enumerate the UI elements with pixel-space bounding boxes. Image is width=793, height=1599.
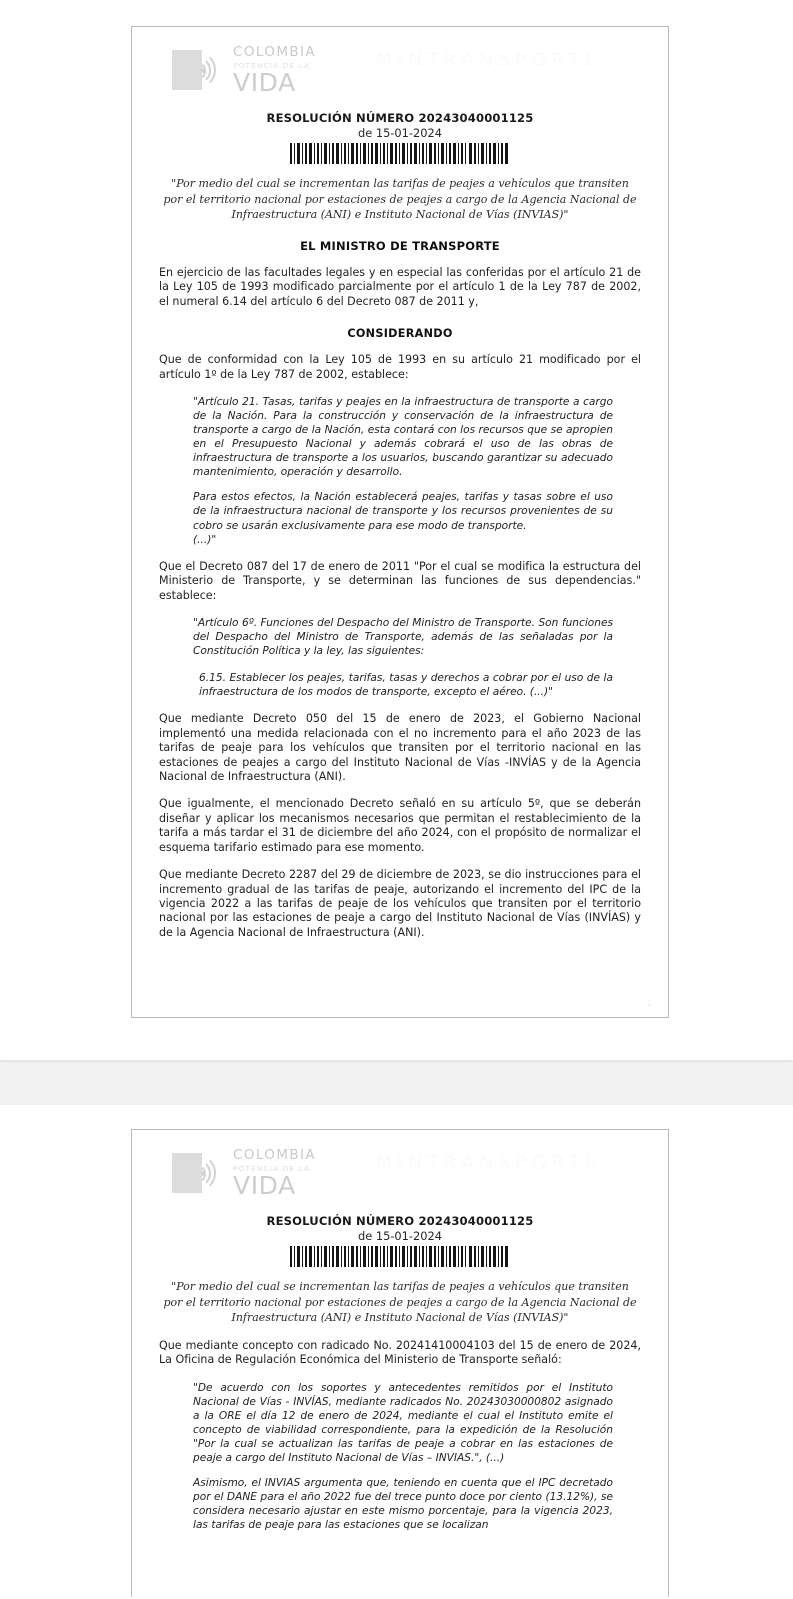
quote-numeral-6-15: 6.15. Establecer los peajes, tarifas, tasas y derechos a cobrar por el uso de la infraestructura de los modos de transporte, excepto el aéreo. (...)" bbox=[199, 672, 613, 699]
letterhead-watermark: MINTRANSPORTE bbox=[375, 49, 602, 71]
paragraph-decreto-2287: Que mediante Decreto 2287 del 29 de diciembre de 2023, se dio instrucciones para el incremento gradual de las tarifas de peaje, autorizando el incremento del IPC de la vigencia 2022 a las tarifas de peaje de los vehículos que transiten por el territorio nacional por las estaciones de peaje a cargo del Instituto Nacional de Vías (INVÍAS) y de la Agencia Nacional de Infraestructura (ANI). bbox=[159, 868, 641, 939]
page-sheet-2 bbox=[0, 1105, 793, 1599]
page-1-body bbox=[146, 266, 654, 940]
epigraph-2: "Por medio del cual se incrementan las tarifas de peajes a vehículos que transiten por el territorio nacional por estaciones de peajes a cargo de la Agencia Nacional de Infraestructura (ANI) e Instituto Nacional de Vías (INVIAS)" bbox=[163, 1280, 637, 1325]
quote-articulo-21-part1: "Artículo 21. Tasas, tarifas y peajes en la infraestructura de transporte a cargo de la Nación. Para la construcción y conservación de la infraestructura de transporte a cargo de la Nación, esta contará con los recursos que se apropien en el Presupuesto Nacional y además cobrará el uso de las obras de infraestructura de transporte a los usuarios, buscando garantizar su adecuado mantenimiento, operación y desarrollo. bbox=[193, 395, 613, 479]
title-block-2 bbox=[146, 1214, 654, 1267]
barcode-image bbox=[289, 143, 511, 164]
paragraph-decreto-087: Que el Decreto 087 del 17 de enero de 2011 "Por el cual se modifica la estructura del Ministerio de Transporte, y se determinan las funciones de sus dependencias." establece: bbox=[159, 559, 641, 602]
page-2-body bbox=[146, 1339, 654, 1533]
barcode-image bbox=[289, 1246, 511, 1267]
paragraph-decreto-050: Que mediante Decreto 050 del 15 de enero de 2023, el Gobierno Nacional implementó una medida relacionada con el no incremento para el año 2023 de las tarifas de peaje para los vehículos que transiten por el territorio nacional en las estaciones de peajes a cargo del Instituto Nacional de Vías -INVÍAS y de la Agencia Nacional de Infraestructura (ANI). bbox=[159, 712, 641, 784]
letterhead-watermark: MINTRANSPORTE bbox=[375, 1152, 602, 1174]
paragraph-concepto-radicado: Que mediante concepto con radicado No. 20241410004103 del 15 de enero de 2024, La Oficina de Regulación Económica del Ministerio de Transporte señaló: bbox=[159, 1338, 641, 1367]
preamble-paragraph: En ejercicio de las facultades legales y en especial las conferidas por el artículo 21 de la Ley 105 de 1993 modificado parcialmente por el artículo 1 de la Ley 787 de 2002, el numeral 6.14 del artículo 6 del Decreto 087 de 2011 y, bbox=[159, 265, 641, 308]
paragraph-ley-105: Que de conformidad con la Ley 105 de 1993 en su artículo 21 modificado por el artículo 1º de la Ley 787 de 2002, establece: bbox=[159, 353, 641, 381]
logo-text-vida: VIDA bbox=[233, 67, 296, 97]
letterhead-2 bbox=[146, 1130, 654, 1202]
epigraph-1: "Por medio del cual se incrementan las tarifas de peajes a vehículos que transiten por el territorio nacional por estaciones de peajes a cargo de la Agencia Nacional de Infraestructura (ANI) e Instituto Nacional de Vías (INVIAS)" bbox=[163, 177, 637, 222]
letterhead-1 bbox=[146, 27, 654, 99]
paragraph-articulo-5: Que igualmente, el mencionado Decreto señaló en su artículo 5º, que se deberán diseñar y aplicar los mecanismos necesarios que permitan el restablecimiento de la tarifa a más tardar el 31 de diciembre del año 2024, con el propósito de normalizar el esquema tarifario estimado para ese momento. bbox=[159, 797, 641, 854]
quote-articulo-6-part1: "Artículo 6º. Funciones del Despacho del Ministro de Transporte. Son funciones del Despacho del Ministro de Transporte, además de las señaladas por la Constitución Política y la ley, las siguientes: bbox=[193, 616, 613, 658]
resolution-number: RESOLUCIÓN NÚMERO 20243040001125 bbox=[266, 111, 534, 125]
colombia-emblem-icon bbox=[172, 1150, 224, 1196]
logo-text-colombia: COLOMBIA bbox=[233, 44, 317, 60]
resolution-date: de 15-01-2024 bbox=[357, 126, 443, 140]
colombia-emblem-icon bbox=[172, 47, 224, 93]
logo-text-vida: VIDA bbox=[233, 1170, 296, 1200]
logo-text-potencia: POTENCIA DE LA bbox=[233, 60, 311, 70]
resolution-number: RESOLUCIÓN NÚMERO 20243040001125 bbox=[266, 1214, 534, 1228]
page-number-1: 1 bbox=[646, 999, 652, 1009]
quote-ore-part2: Asimismo, el INVIAS argumenta que, teniendo en cuenta que el IPC decretado por el DANE para el año 2022 fue del trece punto doce por ciento (13.12%), se considera necesario ajustar en este mismo porcentaje, para la vigencia 2023, las tarifas de peaje para las estaciones que se localizan bbox=[193, 1477, 613, 1532]
quote-articulo-21-part2: Para estos efectos, la Nación establecerá peajes, tarifas y tasas sobre el uso de la infraestructura nacional de transporte y los recursos provenientes de su cobro se usarán exclusivamente para ese modo de transporte. bbox=[193, 491, 613, 532]
logo-text-potencia: POTENCIA DE LA bbox=[233, 1163, 311, 1173]
title-block-1 bbox=[146, 111, 654, 164]
scanned-page-2 bbox=[131, 1129, 669, 1597]
resolution-date: de 15-01-2024 bbox=[357, 1229, 443, 1243]
logo-text-colombia: COLOMBIA bbox=[233, 1147, 317, 1163]
issuer-title: EL MINISTRO DE TRANSPORTE bbox=[300, 238, 500, 253]
quote-ore-part1: "De acuerdo con los soportes y antecedentes remitidos por el Instituto Nacional de Vías - INVÍAS, mediante radicados No. 20243030000802 asignado a la ORE el día 12 de enero de 2024, mediante el cual el Instituto emite el concepto de viabilidad correspondiente, para la expedición de la Resolución "Por la cual se actualizan las tarifas de peaje a cobrar en las estaciones de peaje a cargo del Instituto Nacional de Vías – INVIAS.", (...) bbox=[193, 1381, 613, 1465]
scanned-page-1 bbox=[131, 26, 669, 1018]
considerando-heading: CONSIDERANDO bbox=[347, 327, 453, 341]
page-separator bbox=[0, 1060, 793, 1105]
quote-articulo-21-ellipsis: (...)" bbox=[193, 533, 217, 546]
